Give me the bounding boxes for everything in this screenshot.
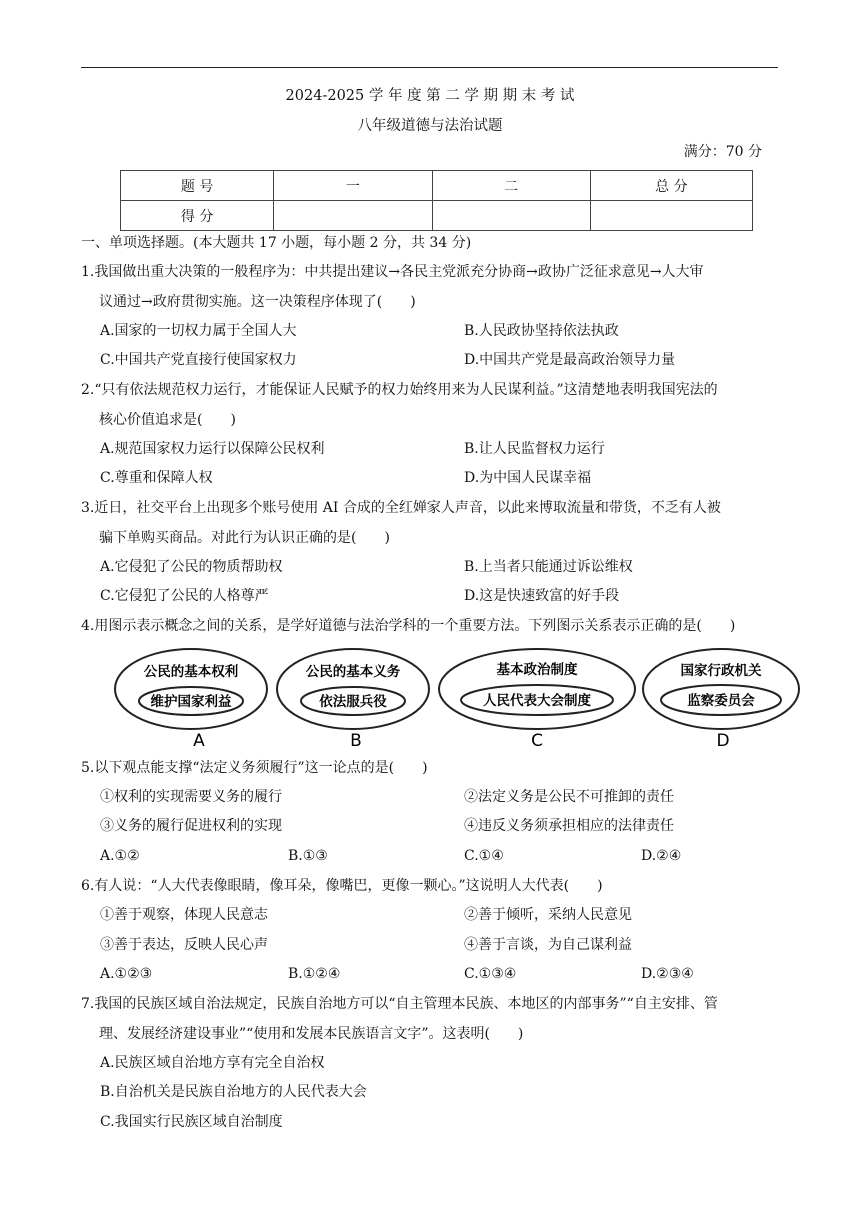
q1-option-d[interactable]: D.中国共产党是最高政治领导力量 <box>464 352 676 368</box>
q3-stem-line1: 3.近日，社交平台上出现多个账号使用 AI 合成的全红婵家人声音，以此来博取流量和带货，不乏有人被 <box>81 500 721 516</box>
q1-stem-line1: 1.我国做出重大决策的一般程序为：中共提出建议→各民主党派充分协商→政协广泛征求意见→人大审 <box>81 264 704 280</box>
q5-option-b[interactable]: B.①③ <box>288 848 328 864</box>
q5-statement-2: ②法定义务是公民不可推卸的责任 <box>464 789 674 805</box>
q6-statement-3: ③善于表达，反映人民心声 <box>100 937 268 953</box>
q5-statement-3: ③义务的履行促进权利的实现 <box>100 818 282 834</box>
score-table-score-row <box>121 201 753 231</box>
score-table <box>120 170 753 231</box>
q5-option-a[interactable]: A.①② <box>100 848 140 864</box>
q6-statement-4: ④善于言谈，为自己谋利益 <box>464 937 632 953</box>
q7-option-b[interactable]: B.自治机关是民族自治地方的人民代表大会 <box>100 1084 367 1100</box>
q7-stem-line1: 7.我国的民族区域自治法规定，民族自治地方可以“自主管理本民族、本地区的内部事务”“自主安排、管 <box>81 996 718 1012</box>
cell-score-total[interactable] <box>590 201 752 231</box>
diagram-d-outer-label: 国家行政机关 <box>680 663 762 679</box>
q1-option-c[interactable]: C.中国共产党直接行使国家权力 <box>100 352 297 368</box>
q5-option-d[interactable]: D.②④ <box>641 848 682 864</box>
diagram-a-outer-ellipse <box>115 649 267 729</box>
cell-score-2[interactable] <box>432 201 590 231</box>
diagram-d-inner-label: 监察委员会 <box>687 693 755 709</box>
diagram-b-outer-ellipse <box>277 649 429 729</box>
q3-option-c[interactable]: C.它侵犯了公民的人格尊严 <box>100 588 269 604</box>
cell-total: 总 分 <box>590 171 752 201</box>
cell-part-1: 一 <box>274 171 432 201</box>
q2-option-d[interactable]: D.为中国人民谋幸福 <box>464 470 592 486</box>
q6-statement-1: ①善于观察，体现人民意志 <box>100 907 268 923</box>
q1-option-a[interactable]: A.国家的一切权力属于全国人大 <box>100 323 297 339</box>
diagram-d-letter: D <box>716 731 730 751</box>
q6-option-c[interactable]: C.①③④ <box>464 966 517 982</box>
top-rule <box>81 67 778 68</box>
diagram-c-outer-label: 基本政治制度 <box>496 662 578 678</box>
q5-statement-1: ①权利的实现需要义务的履行 <box>100 789 282 805</box>
exam-subtitle: 八年级道德与法治试题 <box>357 118 503 134</box>
diagram-b-outer-label: 公民的基本义务 <box>305 664 401 680</box>
q7-stem-line2: 理、发展经济建设事业”“使用和发展本民族语言文字”。这表明( ) <box>99 1026 524 1042</box>
q3-option-d[interactable]: D.这是快速致富的好手段 <box>464 588 620 604</box>
q2-option-b[interactable]: B.让人民监督权力运行 <box>464 441 605 457</box>
diagram-c-letter: C <box>531 731 543 751</box>
q3-option-b[interactable]: B.上当者只能通过诉讼维权 <box>464 559 633 575</box>
diagram-b[interactable] <box>277 649 429 751</box>
full-score: 满分：70 分 <box>683 144 762 160</box>
q4-diagrams <box>0 645 860 755</box>
q1-option-b[interactable]: B.人民政协坚持依法执政 <box>464 323 619 339</box>
cell-question-no: 题 号 <box>121 171 274 201</box>
q5-stem: 5.以下观点能支撑“法定义务须履行”这一论点的是( ) <box>81 760 428 776</box>
q3-stem-line2: 骗下单购买商品。对此行为认识正确的是( ) <box>99 530 390 546</box>
diagram-b-inner-label: 依法服兵役 <box>319 694 387 710</box>
q5-option-c[interactable]: C.①④ <box>464 848 504 864</box>
q2-stem-line2: 核心价值追求是( ) <box>99 412 236 428</box>
diagram-a-outer-label: 公民的基本权利 <box>143 664 239 680</box>
q6-option-d[interactable]: D.②③④ <box>641 966 694 982</box>
q6-statement-2: ②善于倾听，采纳人民意见 <box>464 907 632 923</box>
cell-score-label: 得 分 <box>121 201 274 231</box>
diagram-d-outer-ellipse <box>643 649 799 729</box>
section-heading: 一、单项选择题。(本大题共 17 小题，每小题 2 分，共 34 分) <box>81 235 472 251</box>
exam-title: 2024-2025 学 年 度 第 二 学 期 期 末 考 试 <box>285 88 575 104</box>
q3-option-a[interactable]: A.它侵犯了公民的物质帮助权 <box>100 559 283 575</box>
cell-part-2: 二 <box>432 171 590 201</box>
q4-stem: 4.用图示表示概念之间的关系，是学好道德与法治学科的一个重要方法。下列图示关系表示正确的是( ) <box>81 618 736 634</box>
score-table-header-row <box>121 171 753 201</box>
q2-option-a[interactable]: A.规范国家权力运行以保障公民权利 <box>100 441 325 457</box>
q6-option-b[interactable]: B.①②④ <box>288 966 341 982</box>
q2-option-c[interactable]: C.尊重和保障人权 <box>100 470 213 486</box>
diagram-d[interactable] <box>643 649 799 751</box>
q6-option-a[interactable]: A.①②③ <box>100 966 153 982</box>
q1-stem-line2: 议通过→政府贯彻实施。这一决策程序体现了( ) <box>99 294 416 310</box>
q6-stem: 6.有人说：“人大代表像眼睛，像耳朵，像嘴巴，更像一颗心。”这说明人大代表( ) <box>81 878 603 894</box>
diagram-b-letter: B <box>350 731 362 751</box>
diagram-a-letter: A <box>193 731 205 751</box>
diagram-a[interactable] <box>115 649 267 751</box>
cell-score-1[interactable] <box>274 201 432 231</box>
diagram-c-inner-label: 人民代表大会制度 <box>483 693 591 709</box>
q7-option-c[interactable]: C.我国实行民族区域自治制度 <box>100 1114 283 1130</box>
q7-option-a[interactable]: A.民族区域自治地方享有完全自治权 <box>100 1055 325 1071</box>
diagram-c[interactable] <box>439 649 635 751</box>
q5-statement-4: ④违反义务须承担相应的法律责任 <box>464 818 674 834</box>
q2-stem-line1: 2.“只有依法规范权力运行，才能保证人民赋予的权力始终用来为人民谋利益。”这清楚地表明我国宪法的 <box>81 382 718 398</box>
diagram-a-inner-label: 维护国家利益 <box>150 694 232 710</box>
diagram-c-outer-ellipse <box>439 649 635 729</box>
